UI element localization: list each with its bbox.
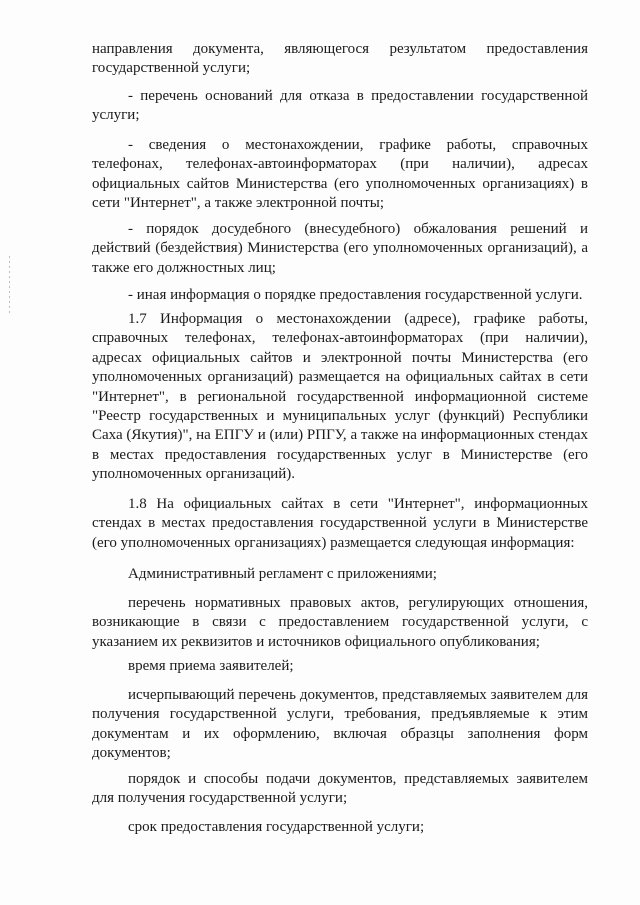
paragraph-appeal-procedure: - порядок досудебного (внесудебного) обжалования решений и действий (бездействия) Министерства (его уполномоченных организаций), а также его должностных лиц; <box>92 221 588 276</box>
paragraph-section-1-7: 1.7 Информация о местонахождении (адресе), графике работы, справочных телефонах, телефонах-автоинформаторах (при наличии), адресах официальных сайтов и электронной почты Министерства (его уполномоченных организаций) размещается на официальных сайтах в сети "Интернет", в региональной государственной информационной системе "Реестр государственных и муниципальных услуг (функций) Республики Саха (Якутия)", на ЕПГУ и (или) РПГУ, а также на информационных стендах в местах предоставления государственных услуг в Министерстве (его уполномоченных организаций). <box>92 311 588 483</box>
paragraph-service-term: срок предоставления государственной услуги; <box>128 819 425 835</box>
paragraph-admin-regulation: Административный регламент с приложениями; <box>128 566 437 582</box>
paragraph-section-1-8: 1.8 На официальных сайтах в сети "Интернет", информационных стендах в местах предоставления государственной услуги в Министерстве (его уполномоченных организациях) размещается следующая информация: <box>92 496 588 551</box>
margin-stamp-mark <box>9 256 10 314</box>
paragraph-document-direction: направления документа, являющегося результатом предоставления государственной услуги; <box>92 41 588 77</box>
paragraph-refusal-grounds: - перечень оснований для отказа в предоставлении государственной услуги; <box>92 88 588 124</box>
paragraph-other-info: - иная информация о порядке предоставления государственной услуги. <box>128 287 583 303</box>
paragraph-legal-acts: перечень нормативных правовых актов, регулирующих отношения, возникающие в связи с предоставлением государственной услуги, с указанием их реквизитов и источников официального опубликования; <box>92 595 588 650</box>
paragraph-documents-list: исчерпывающий перечень документов, представляемых заявителем для получения государственной услуги, требования, предъявляемые к этим документам и их оформлению, включая образцы заполнения форм документов; <box>92 687 588 762</box>
paragraph-reception-time: время приема заявителей; <box>128 658 294 674</box>
paragraph-location-info: - сведения о местонахождении, графике работы, справочных телефонах, телефонах-автоинформаторах (при наличии), адресах официальных сайтов Министерства (его уполномоченных организациях) в сети "Интернет", а также электронной почты; <box>92 137 588 212</box>
paragraph-submission-methods: порядок и способы подачи документов, представляемых заявителем для получения государственной услуги; <box>92 771 588 807</box>
